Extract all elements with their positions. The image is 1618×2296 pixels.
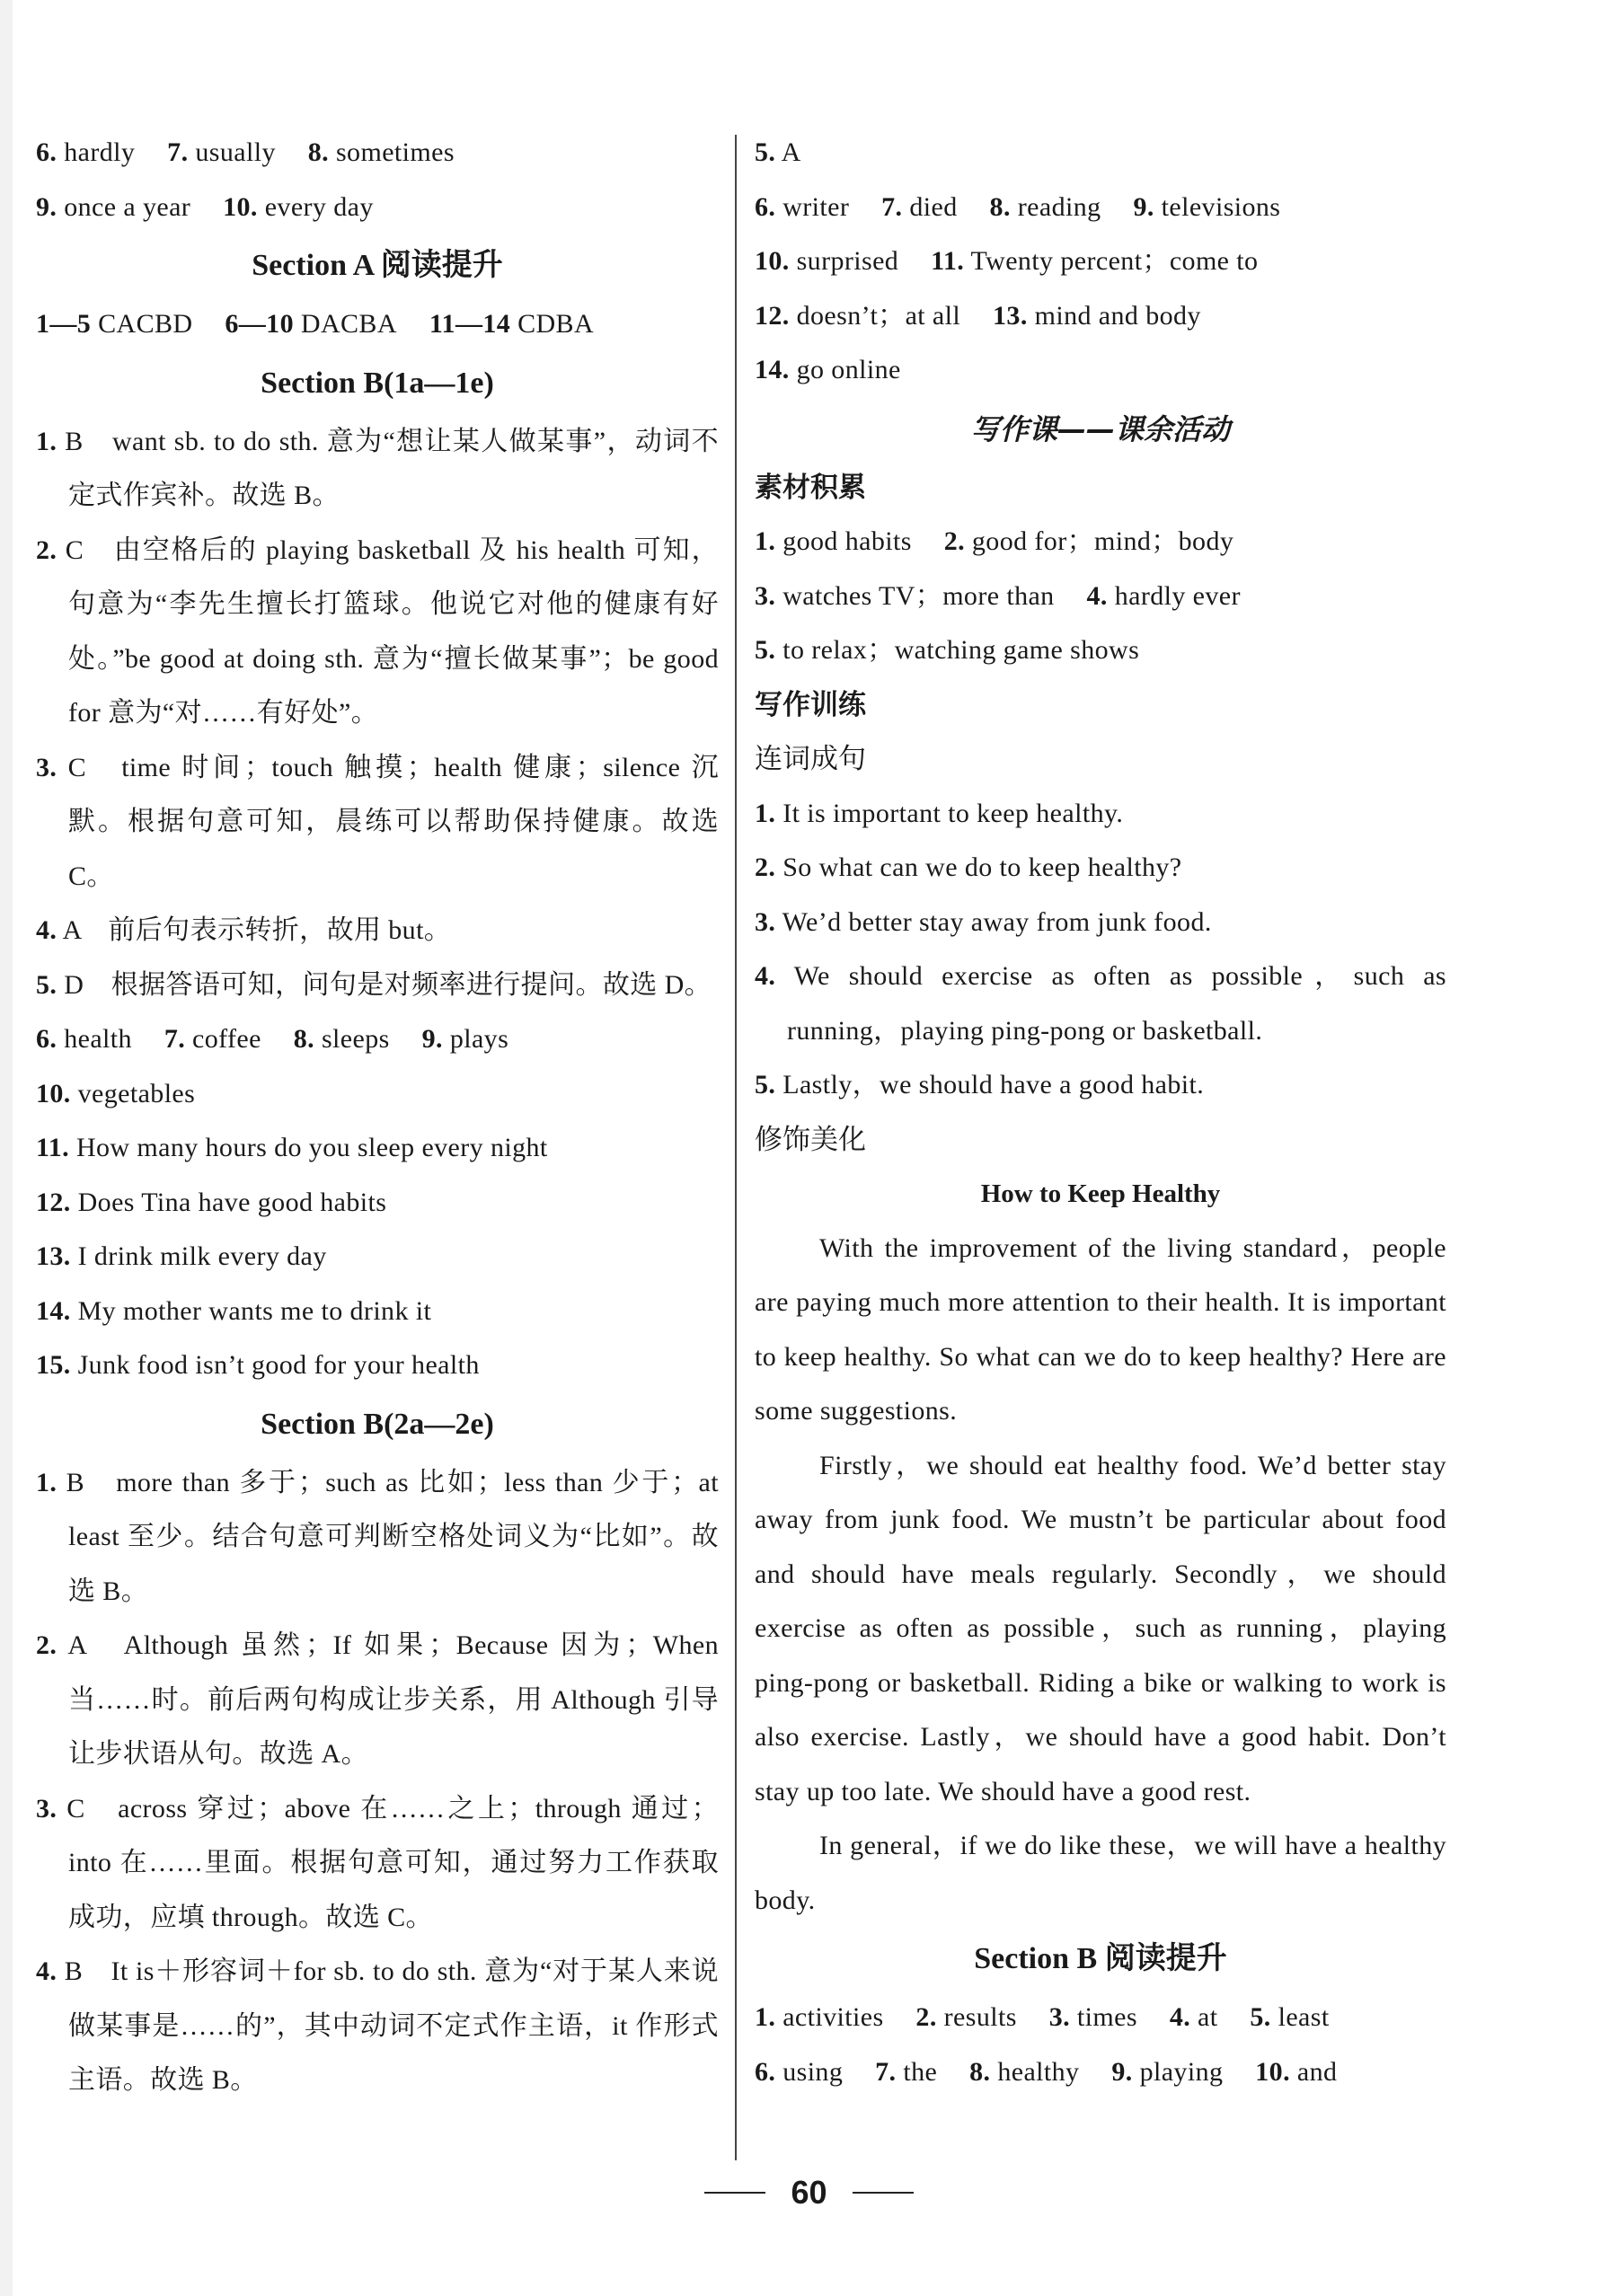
section-b-reading-heading: Section B 阅读提升 — [974, 1942, 1227, 1975]
answer-line: 12. Does Tina have good habits — [36, 1187, 387, 1217]
answer-line: 6. using 7. the 8. healthy 9. playing 10. and — [755, 2056, 1338, 2087]
explanation-item: 2. A Although 虽然；If 如果；Because 因为；When 当……时。前后两句构成让步关系，用 Although 引导让步状语从句。故选 A。 — [36, 1630, 719, 1769]
binding-edge — [0, 0, 13, 2296]
answer-line: 10. vegetables — [36, 1078, 196, 1108]
answer-line: 13. I drink milk every day — [36, 1241, 327, 1271]
explanation-item: 3. C time 时间；touch 触摸；health 健康；silence 沉默。根据句意可知，晨练可以帮助保持健康。故选 C。 — [36, 752, 719, 891]
sentence-item: 4. We should exercise as often as possible，such as running，playing ping-pong or basketball. — [755, 961, 1446, 1046]
sentence-heading: 连词成句 — [755, 743, 866, 775]
answer-line: 12. doesn’t；at all 13. mind and body — [755, 300, 1201, 331]
material-heading: 素材积累 — [755, 471, 866, 504]
answer-line: 14. My mother wants me to drink it — [36, 1295, 432, 1326]
right-column — [755, 126, 1446, 2099]
section-a-heading: Section A 阅读提升 — [252, 249, 503, 282]
explanation-item: 1. B want sb. to do sth. 意为“想让某人做某事”，动词不定式作宾补。故选 B。 — [36, 426, 720, 510]
answer-line: 15. Junk food isn’t good for your health — [36, 1350, 480, 1380]
section-b2-heading: Section B(2a—2e) — [261, 1407, 494, 1441]
answer-line: 10. surprised 11. Twenty percent；come to — [755, 246, 1259, 276]
essay-paragraph: With the improvement of the living standard，people are paying much more attention to their health. It is important to keep healthy. So what can we do to keep healthy? Here are some suggestions. — [755, 1232, 1446, 1426]
answer-line: 6. writer 7. died 8. reading 9. televisions — [755, 191, 1281, 222]
polish-heading: 修饰美化 — [755, 1123, 866, 1156]
answer-line: 5. to relax；watching game shows — [755, 635, 1140, 665]
sentence-item: 3. We’d better stay away from junk food. — [755, 906, 1212, 937]
training-heading: 写作训练 — [755, 688, 866, 721]
answer-line: 9. once a year 10. every day — [36, 191, 374, 222]
essay-title: How to Keep Healthy — [980, 1179, 1221, 1208]
footer-rule-left — [704, 2192, 765, 2194]
page-number: 60 — [791, 2174, 827, 2211]
explanation-item: 4. B It is＋形容词＋for sb. to do sth. 意为“对于某人来说做某事是……的”，其中动词不定式作主语，it 作形式主语。故选 B。 — [36, 1956, 719, 2095]
section-a-answers: 1—5 CACBD 6—10 DACBA 11—14 CDBA — [36, 309, 595, 339]
answer-line: 6. health 7. coffee 8. sleeps 9. plays — [36, 1024, 509, 1054]
sentence-item: 5. Lastly，we should have a good habit. — [755, 1070, 1205, 1099]
page-footer — [0, 2174, 1618, 2228]
answer-line: 14. go online — [755, 355, 901, 384]
footer-rule-right — [853, 2192, 914, 2194]
answer-line: 6. hardly 7. usually 8. sometimes — [36, 137, 455, 167]
left-column — [36, 126, 719, 2108]
explanation-item: 1. B more than 多于；such as 比如；less than 少于；at least 至少。结合句意可判断空格处词义为“比如”。故选 B。 — [36, 1467, 720, 1606]
answer-line: 1. activities 2. results 3. times 4. at 5. least — [755, 2002, 1330, 2032]
column-divider — [735, 135, 737, 2160]
explanation-item: 5. D 根据答语可知，问句是对频率进行提问。故选 D。 — [36, 969, 712, 1000]
essay-paragraph: In general，if we do like these，we will have a healthy body. — [755, 1831, 1446, 1915]
explanation-item: 2. C 由空格后的 playing basketball 及 his health 可知，句意为“李先生擅长打篮球。他说它对他的健康有好处。”be good at doing sth. 意为“擅长做某事”；be good for 意为“对……有好处”。 — [36, 534, 719, 728]
sentence-item: 2. So what can we do to keep healthy? — [755, 852, 1182, 882]
section-b1-heading: Section B(1a—1e) — [261, 366, 494, 400]
explanation-item: 4. A 前后句表示转折，故用 but。 — [36, 915, 452, 945]
explanation-item: 3. C across 穿过；above 在……之上；through 通过；into 在……里面。根据句意可知，通过努力工作获取成功，应填 through。故选 C。 — [36, 1793, 720, 1932]
writing-lesson-heading: 写作课——课余活动 — [970, 411, 1230, 446]
answer-line: 1. good habits 2. good for；mind；body — [755, 526, 1234, 556]
sentence-item: 1. It is important to keep healthy. — [755, 798, 1124, 828]
answer-line: 3. watches TV；more than 4. hardly ever — [755, 580, 1241, 611]
essay-paragraph: Firstly，we should eat healthy food. We’d better stay away from junk food. We mustn’t be particular about food and should have meals regularly. Secondly，we should exercise as often as possible，such as running，playing ping-pong or basketball. Riding a bike or walking to work is also exercise. Lastly，we should have a good habit. Don’t stay up too late. We should have a good rest. — [755, 1450, 1446, 1806]
answer-line: 11. How many hours do you sleep every night — [36, 1133, 548, 1162]
answer-line: 5. A — [755, 137, 801, 167]
